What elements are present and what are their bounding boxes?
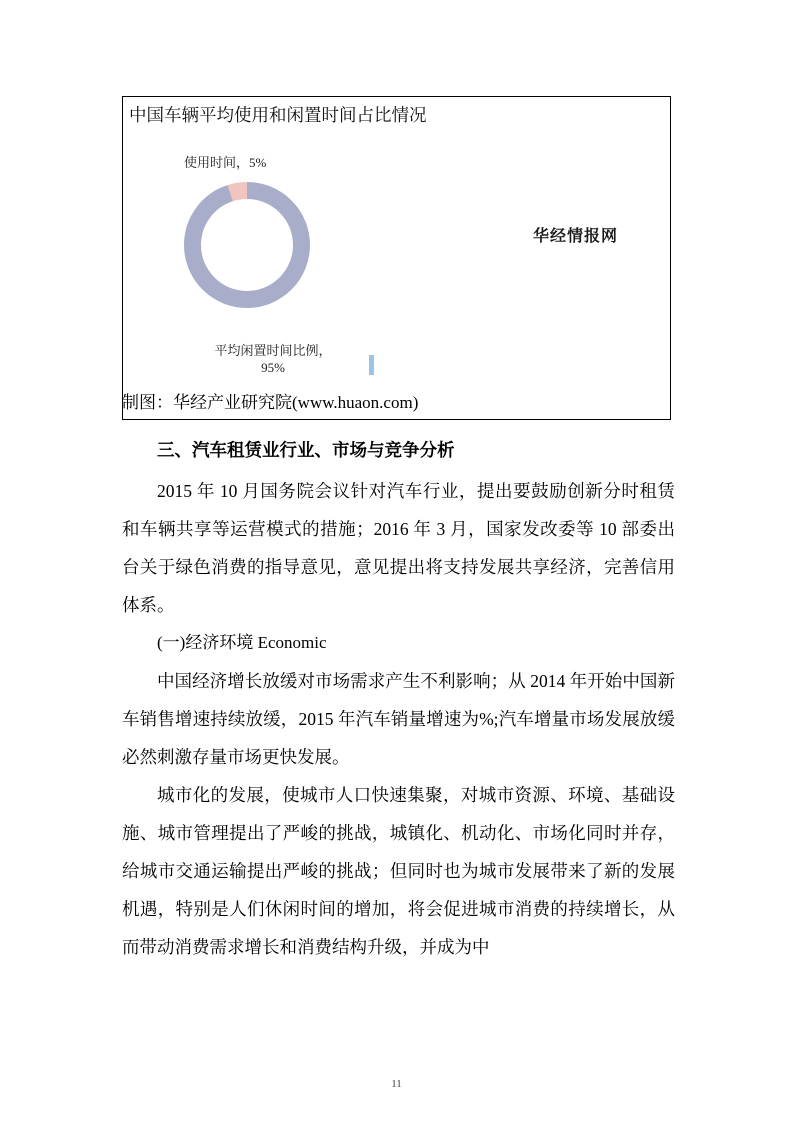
document-body (122, 434, 675, 966)
page-number: 11 (391, 1078, 402, 1090)
donut-label-usage: 使用时间，5% (184, 155, 267, 170)
chart-watermark: 华经情报网 (533, 228, 619, 245)
paragraph-policy: 2015 年 10 月国务院会议针对汽车行业，提出要鼓励创新分时租赁和车辆共享等运营模式的措施；2016 年 3 月，国家发改委等 10 部委出台关于绿色消费的指导意见，意见提出将支持发展共享经济，完善信用体系。 (122, 481, 675, 615)
chart-source-caption: 制图：华经产业研究院(www.huaon.com) (122, 393, 419, 412)
donut-chart (181, 179, 313, 311)
paragraph-urbanization: 城市化的发展，使城市人口快速集聚，对城市资源、环境、基础设施、城市管理提出了严峻的挑战，城镇化、机动化、市场化同时并存，给城市交通运输提出严峻的挑战；但同时也为城市发展带来了新的发展机遇，特别是人们休闲时间的增加，将会促进城市消费的持续增长，从而带动消费需求增长和消费结构升级，并成为中 (122, 785, 675, 957)
chart-figure-box (122, 96, 671, 420)
subsection-heading-economic: (一)经济环境 Economic (157, 633, 327, 652)
section-heading: 三、汽车租赁业行业、市场与竞争分析 (157, 440, 455, 460)
legend-color-marker (369, 355, 374, 375)
paragraph-economy: 中国经济增长放缓对市场需求产生不利影响；从 2014 年开始中国新车销售增速持续放缓，2015 年汽车销量增速为%;汽车增量市场发展放缓必然刺激存量市场更快发展。 (122, 671, 675, 767)
donut-slice-idle (193, 191, 302, 300)
chart-title: 中国车辆平均使用和闲置时间占比情况 (129, 105, 427, 125)
donut-label-idle: 平均闲置时间比例，95% (214, 343, 332, 375)
donut-chart-svg (181, 179, 313, 311)
